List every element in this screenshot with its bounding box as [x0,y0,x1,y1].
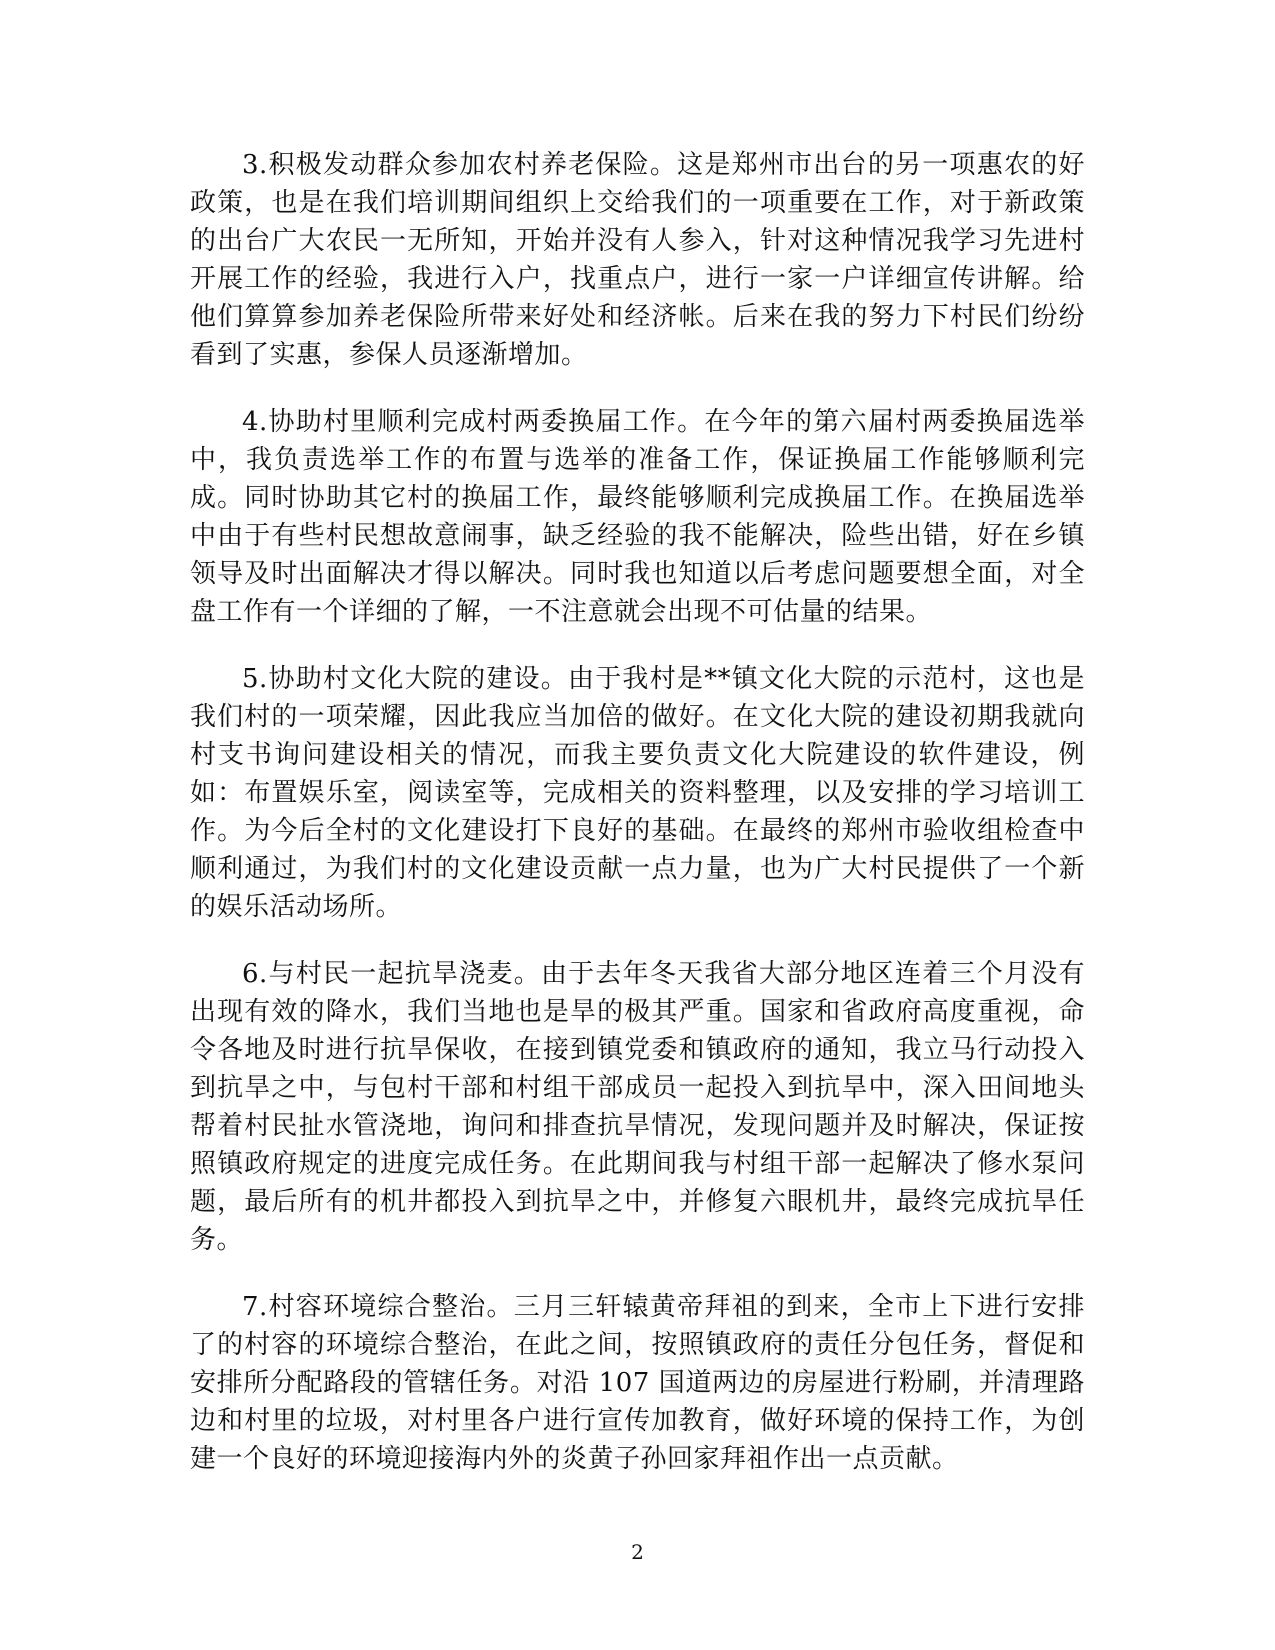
page-number: 2 [631,1540,644,1564]
document-body [190,146,1085,1507]
paragraph-item-7: 7.村容环境综合整治。三月三轩辕黄帝拜祖的到来，全市上下进行安排了的村容的环境综合整治，在此之间，按照镇政府的责任分包任务，督促和安排所分配路段的管辖任务。对沿 107 国道两边的房屋进行粉刷，并清理路边和村里的垃圾，对村里各户进行宣传加教育，做好环境的保持工作，为创建一个良好的环境迎接海内外的炎黄子孙回家拜祖作出一点贡献。 [190,1292,1085,1474]
paragraph-item-5: 5.协助村文化大院的建设。由于我村是**镇文化大院的示范村，这也是我们村的一项荣耀，因此我应当加倍的做好。在文化大院的建设初期我就向村支书询问建设相关的情况，而我主要负责文化大院建设的软件建设，例如：布置娱乐室，阅读室等，完成相关的资料整理，以及安排的学习培训工作。为今后全村的文化建设打下良好的基础。在最终的郑州市验收组检查中顺利通过，为我们村的文化建设贡献一点力量，也为广大村民提供了一个新的娱乐活动场所。 [190,664,1085,922]
paragraph-item-6: 6.与村民一起抗旱浇麦。由于去年冬天我省大部分地区连着三个月没有出现有效的降水，我们当地也是旱的极其严重。国家和省政府高度重视，命令各地及时进行抗旱保收，在接到镇党委和镇政府的通知，我立马行动投入到抗旱之中，与包村干部和村组干部成员一起投入到抗旱中，深入田间地头帮着村民扯水管浇地，询问和排查抗旱情况，发现问题并及时解决，保证按照镇政府规定的进度完成任务。在此期间我与村组干部一起解决了修水泵问题，最后所有的机井都投入到抗旱之中，并修复六眼机井，最终完成抗旱任务。 [190,959,1085,1255]
paragraph-item-4: 4.协助村里顺利完成村两委换届工作。在今年的第六届村两委换届选举中，我负责选举工作的布置与选举的准备工作，保证换届工作能够顺利完成。同时协助其它村的换届工作，最终能够顺利完成换届工作。在换届选举中由于有些村民想故意闹事，缺乏经验的我不能解决，险些出错，好在乡镇领导及时出面解决才得以解决。同时我也知道以后考虑问题要想全面，对全盘工作有一个详细的了解，一不注意就会出现不可估量的结果。 [190,407,1085,627]
paragraph-item-3: 3.积极发动群众参加农村养老保险。这是郑州市出台的另一项惠农的好政策，也是在我们培训期间组织上交给我们的一项重要在工作，对于新政策的出台广大农民一无所知，开始并没有人参入，针对这种情况我学习先进村开展工作的经验，我进行入户，找重点户，进行一家一户详细宣传讲解。给他们算算参加养老保险所带来好处和经济帐。后来在我的努力下村民们纷纷看到了实惠，参保人员逐渐增加。 [190,150,1085,370]
